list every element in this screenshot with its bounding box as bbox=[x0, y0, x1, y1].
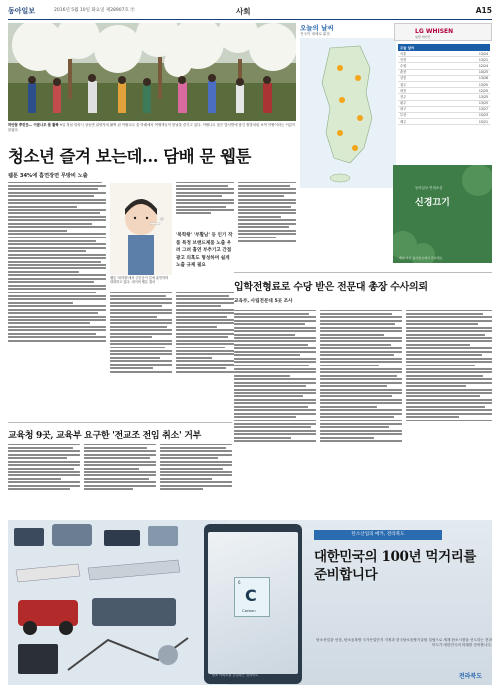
weather-temp: 15/23 bbox=[478, 113, 488, 118]
photo-caption-title: 하얀꽃 뿌린듯… 이팝나무 꽃 활짝 bbox=[8, 123, 59, 127]
section-title: 사회 bbox=[236, 7, 251, 16]
weather-temp: 13/21 bbox=[478, 57, 488, 62]
weather-temp: 13/25 bbox=[478, 101, 488, 106]
date-line: 2016년 5월 10일 화요일 제28907호 ㉭ bbox=[54, 8, 135, 13]
novel-foot: 매일 아침 동아일보에서 만나세요 bbox=[399, 256, 443, 260]
jeonbuk-carbon-ad[interactable] bbox=[8, 520, 492, 685]
story1-headline[interactable]: 청소년 즐겨 보는데… 담배 문 웹툰 bbox=[8, 147, 251, 166]
weather-temp: 13/24 bbox=[478, 51, 488, 56]
lg-brand: LG WHISEN bbox=[415, 28, 454, 35]
masthead bbox=[8, 6, 492, 20]
ad-fine-print: 탄소산업을 선점, 탄소융복합 국가산업단지 지정과 한국탄소융합기술원 설립으로 세계 탄소시장을 선도하는 전라북도가 대한민국의 미래를 준비합니다. bbox=[316, 638, 492, 647]
weather-city: 제주 bbox=[400, 119, 407, 124]
weather-temp: 15/21 bbox=[478, 119, 488, 124]
novel-title: 신경끄기 bbox=[415, 198, 450, 208]
lg-tagline: 휘센 에어컨 bbox=[415, 35, 431, 39]
weather-city: 춘천 bbox=[400, 70, 407, 75]
weather-map[interactable] bbox=[300, 38, 396, 188]
weather-temp: 12/25 bbox=[478, 88, 488, 93]
weather-subtitle: 전국이 대체로 맑음 bbox=[300, 32, 331, 36]
weather-row bbox=[398, 119, 490, 125]
novel-ad[interactable] bbox=[393, 165, 492, 263]
weather-temp: 13/25 bbox=[478, 82, 488, 87]
weather-city: 청주 bbox=[400, 82, 407, 87]
ad-headline: 대한민국의 100년 먹거리를 준비합니다 bbox=[314, 549, 476, 583]
weather-temp: 13/25 bbox=[478, 94, 488, 99]
weather-city: 광주 bbox=[400, 101, 407, 106]
page-number: A15 bbox=[475, 6, 492, 15]
weather-city: 인천 bbox=[400, 57, 407, 62]
weather-temp: 10/25 bbox=[478, 70, 488, 75]
photo-caption bbox=[8, 123, 296, 132]
story1-body-col3 bbox=[176, 180, 234, 230]
lead-photo[interactable] bbox=[8, 23, 296, 121]
divider bbox=[234, 272, 492, 273]
weather-city: 강릉 bbox=[400, 76, 407, 81]
story3-body-col3 bbox=[160, 442, 232, 516]
weather-title: 오늘의 날씨 bbox=[300, 24, 334, 32]
ad-org-logo[interactable]: 전라북도 bbox=[458, 673, 482, 680]
illustration-caption: 웹툰 '복학왕'에서 주인공이 길에 흡연하며 대화하고 있다. 네이버 웹툰 캡처 bbox=[110, 276, 169, 285]
weather-table-header: 오늘 날씨 bbox=[398, 44, 490, 51]
story3-body-col2 bbox=[84, 442, 156, 516]
story2-headline[interactable]: 입학전형료로 수당 받은 전문대 총장 수사의뢰 bbox=[234, 282, 428, 293]
story1-body-col1 bbox=[8, 180, 106, 420]
element-symbol: C bbox=[245, 586, 257, 605]
element-name: Carbon bbox=[242, 608, 256, 613]
story2-body-col1 bbox=[234, 308, 316, 508]
story1-body-col4 bbox=[176, 290, 234, 420]
element-number: 6 bbox=[238, 580, 241, 585]
story2-body-col2 bbox=[320, 308, 402, 508]
story1-body-col2 bbox=[110, 290, 172, 420]
weather-city: 대구 bbox=[400, 107, 407, 112]
weather-temp: 12/24 bbox=[478, 63, 488, 68]
lg-ad[interactable] bbox=[394, 23, 492, 41]
weather-city: 서울 bbox=[400, 51, 407, 56]
weather-table bbox=[398, 44, 490, 125]
weather-city: 수원 bbox=[400, 63, 407, 68]
carbon-element-tile bbox=[234, 577, 270, 617]
story3-headline[interactable]: 교육청 9곳, 교육부 요구한 '전교조 전임 취소' 거부 bbox=[8, 431, 202, 441]
phone-graphic bbox=[204, 524, 302, 684]
weather-city: 대전 bbox=[400, 88, 407, 93]
story1-body-col5 bbox=[238, 180, 296, 272]
photo-caption-text: 9일 경남 밀양시 상동면 위양지에 활짝 핀 이팝나무 꽃 아래에서 여행객들이 봄날을 즐기고 있다. 이팝나무 꽃은 밥사발에 담긴 쌀밥처럼 보여 이팝이라는 이름이 붙었다. bbox=[8, 123, 296, 132]
ad-note: 탄소 아파트를 건설하는 전라북도 bbox=[212, 672, 259, 677]
novel-kicker: 동아일보 연재소설 bbox=[415, 186, 443, 190]
newspaper-logo[interactable]: 동아일보 bbox=[8, 7, 36, 15]
ad-ribbon: 탄소산업의 메카, 전라북도 bbox=[314, 530, 442, 540]
weather-temp: 13/27 bbox=[478, 107, 488, 112]
story2-body-col3 bbox=[406, 308, 492, 508]
story3-body-col1 bbox=[8, 442, 80, 516]
webtoon-illustration[interactable] bbox=[110, 183, 172, 275]
divider bbox=[8, 422, 232, 423]
weather-city: 전주 bbox=[400, 94, 407, 99]
weather-temp: 13/26 bbox=[478, 76, 488, 81]
pull-quote: '복학왕' '부활남' 등 인기 작품 특정 브랜드제품 노출 우려 그려 흡연 부추기고 간접광고 의혹도 형성하며 쉽게 노출 규제 필요 bbox=[176, 233, 233, 268]
phone-screen bbox=[208, 532, 298, 674]
story2-subhead: 교육부, 사립전문대 5곳 조사 bbox=[234, 299, 293, 304]
weather-city: 부산 bbox=[400, 113, 407, 118]
story1-subhead: 웹툰 34%에 흡연장면 무방비 노출 bbox=[8, 173, 88, 179]
